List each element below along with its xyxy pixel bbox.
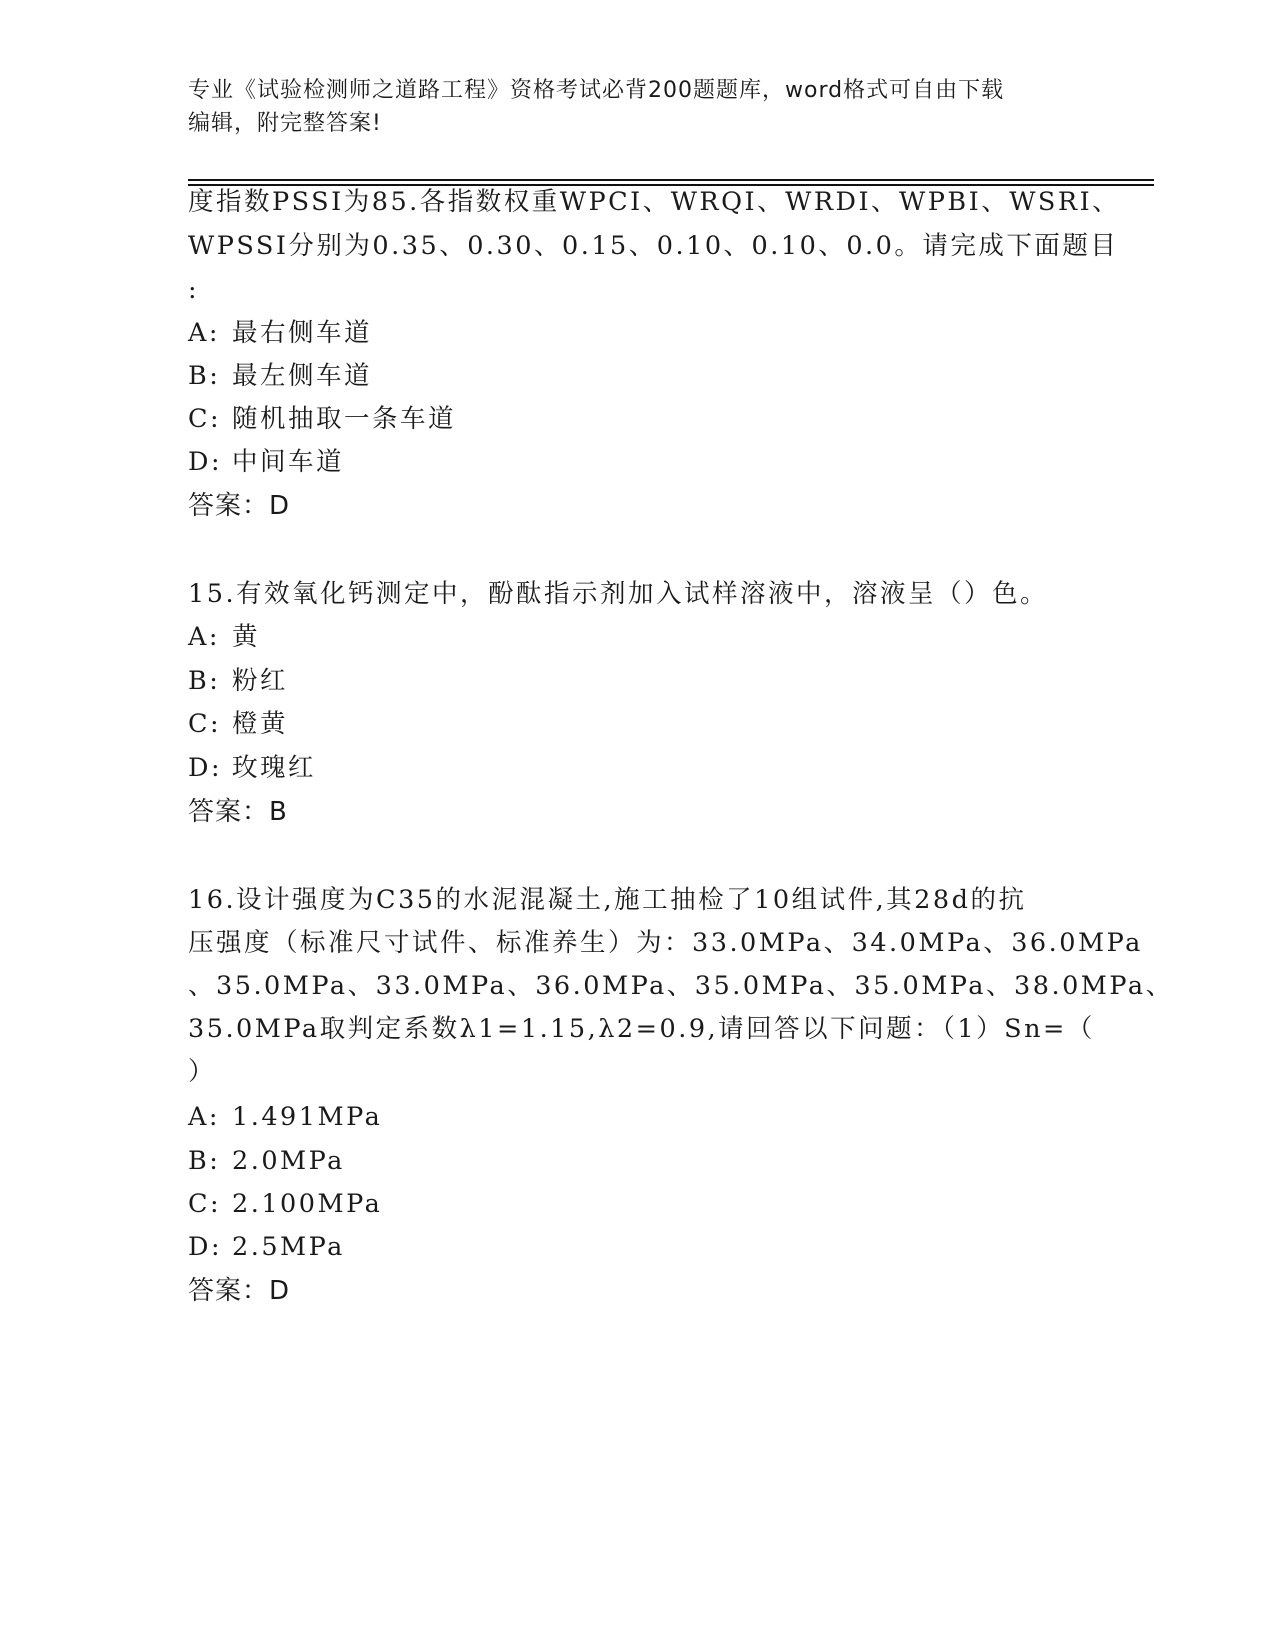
option-text: 粉红 bbox=[232, 666, 289, 696]
option-text: 1.491MPa bbox=[232, 1102, 383, 1132]
option-text: 最右侧车道 bbox=[232, 318, 373, 348]
q16-text-line-2: 压强度（标准尺寸试件、标准养生）为：33.0MPa、34.0MPa、36.0MPa bbox=[188, 928, 1143, 958]
option-text: 黄 bbox=[232, 622, 261, 652]
option-label: A: bbox=[188, 1102, 221, 1132]
q15-option-c bbox=[188, 708, 288, 740]
option-label: B: bbox=[188, 1146, 221, 1176]
q16-answer: 答案：D bbox=[188, 1276, 291, 1306]
q16-option-d bbox=[188, 1231, 345, 1263]
q15-option-d bbox=[188, 752, 316, 784]
option-text: 玫瑰红 bbox=[232, 753, 317, 783]
q16-option-a bbox=[188, 1101, 382, 1133]
q14-option-a bbox=[188, 317, 372, 349]
q16-text-line-1: 16.设计强度为C35的水泥混凝土,施工抽检了10组试件,其28d的抗 bbox=[188, 885, 1027, 915]
document-header bbox=[188, 74, 1088, 140]
q16-option-b bbox=[188, 1145, 345, 1177]
option-label: B: bbox=[188, 666, 221, 696]
q14-option-c bbox=[188, 403, 456, 435]
q14-text-line-1: 度指数PSSI为85.各指数权重WPCI、WRQI、WRDI、WPBI、WSRI、 bbox=[188, 187, 1121, 217]
option-label: D: bbox=[188, 753, 223, 783]
option-text: 2.0MPa bbox=[232, 1146, 345, 1176]
q15-option-a bbox=[188, 621, 260, 653]
option-label: A: bbox=[188, 318, 221, 348]
option-label: D: bbox=[188, 447, 223, 477]
q14-text-line-3: : bbox=[188, 275, 200, 305]
option-label: B: bbox=[188, 361, 221, 391]
option-text: 2.100MPa bbox=[232, 1189, 383, 1219]
option-text: 橙黄 bbox=[232, 709, 289, 739]
q15-option-b bbox=[188, 665, 288, 697]
q14-option-d bbox=[188, 446, 344, 478]
option-label: D: bbox=[188, 1232, 223, 1262]
header-divider-top bbox=[188, 179, 1154, 181]
q14-option-b bbox=[188, 360, 372, 392]
option-label: A: bbox=[188, 622, 221, 652]
option-text: 中间车道 bbox=[232, 447, 345, 477]
option-text: 最左侧车道 bbox=[232, 361, 373, 391]
header-line-1: 专业《试验检测师之道路工程》资格考试必背200题题库，word格式可自由下载 bbox=[188, 78, 1005, 103]
q14-answer: 答案：D bbox=[188, 491, 291, 521]
q16-option-c bbox=[188, 1188, 382, 1220]
q15-answer: 答案：B bbox=[188, 797, 288, 827]
q16-text-line-4: 35.0MPa取判定系数λ1=1.15,λ2=0.9,请回答以下问题：（1）Sn=（ bbox=[188, 1014, 1095, 1044]
header-line-2: 编辑，附完整答案! bbox=[188, 111, 382, 136]
option-text: 2.5MPa bbox=[232, 1232, 345, 1262]
q15-text-line-1: 15.有效氧化钙测定中，酚酞指示剂加入试样溶液中，溶液呈（）色。 bbox=[188, 579, 1049, 609]
option-label: C: bbox=[188, 404, 222, 434]
option-label: C: bbox=[188, 1189, 222, 1219]
q16-text-line-5: ） bbox=[188, 1057, 217, 1087]
q16-text-line-3: 、35.0MPa、33.0MPa、36.0MPa、35.0MPa、35.0MPa、38.0MPa、 bbox=[188, 971, 1174, 1001]
option-label: C: bbox=[188, 709, 222, 739]
q14-text-line-2: WPSSI分别为0.35、0.30、0.15、0.10、0.10、0.0。请完成下面题目 bbox=[188, 231, 1119, 261]
option-text: 随机抽取一条车道 bbox=[232, 404, 457, 434]
